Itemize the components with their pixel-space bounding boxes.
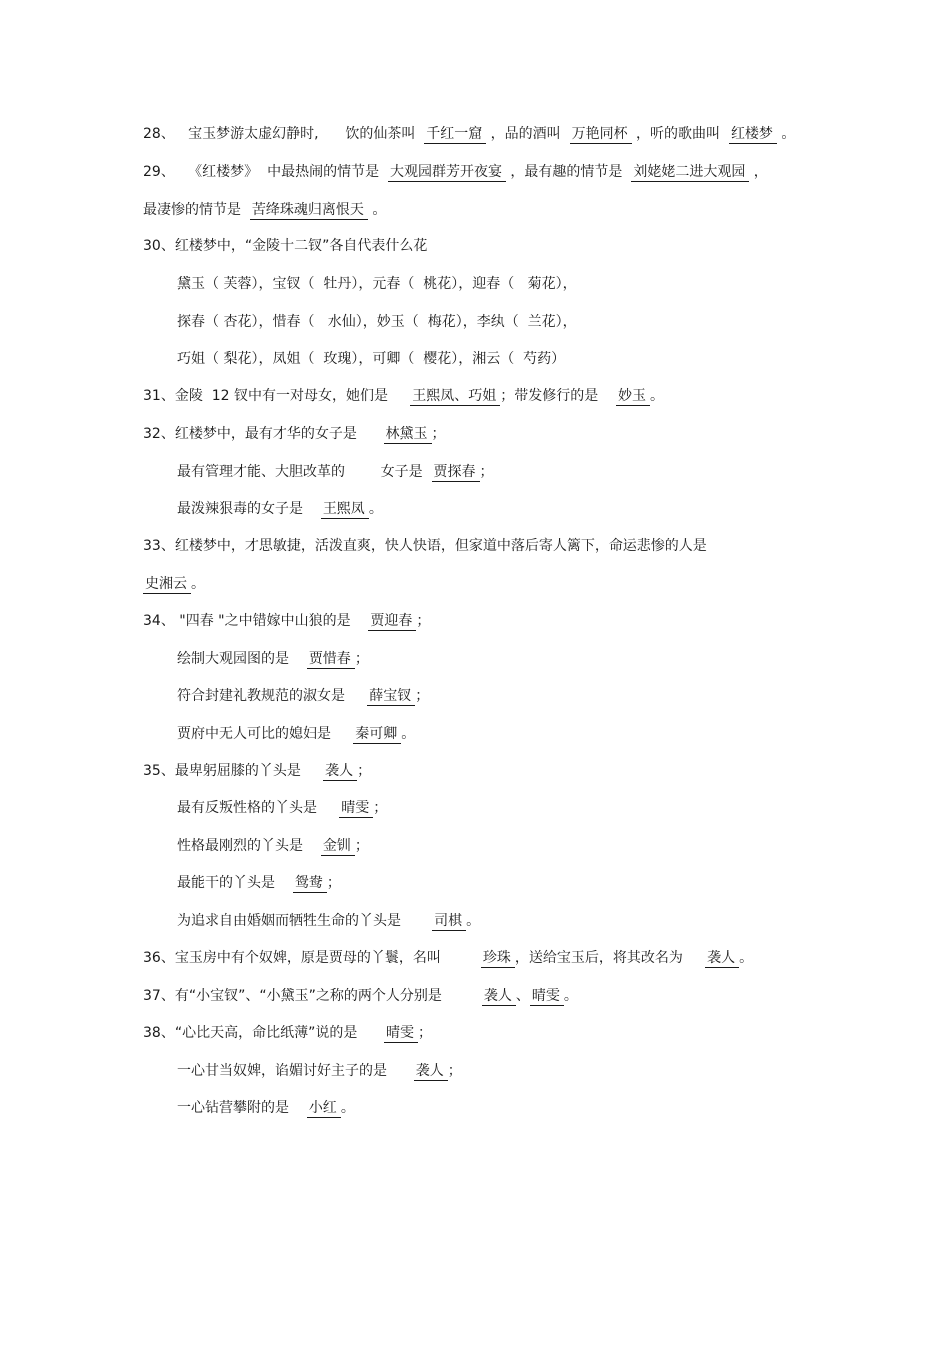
text-line-23 [143, 948, 753, 968]
answer-blank: 小红 [307, 1099, 341, 1118]
text-line-24 [143, 986, 578, 1006]
answer-blank: 贾迎春 [368, 612, 416, 631]
text-line-25 [143, 1023, 432, 1043]
question-text: ；带发修行的是 [500, 388, 617, 404]
question-text: 。 [466, 913, 481, 929]
question-text: 贾府中无人可比的媳妇是 [177, 726, 354, 742]
text-line-22 [177, 911, 480, 931]
question-text: ； [326, 875, 341, 891]
text-line-10 [177, 462, 494, 482]
text-line-5 [177, 274, 577, 294]
answer-blank: 妙玉 [616, 387, 650, 406]
question-text: 。 [401, 726, 416, 742]
question-text: 32、红楼梦中，最有才华的女子是 [143, 426, 384, 442]
question-text: 符合封建礼教规范的淑女是 [177, 688, 368, 704]
question-text: 性格最刚烈的丫头是 [177, 838, 321, 854]
text-line-17 [177, 724, 415, 744]
text-line-27 [177, 1098, 355, 1118]
question-text: 绘制大观园图的是 [177, 651, 307, 667]
question-text: 33、红楼梦中，才思敏捷，活泼直爽，快人快语，但家道中落后寄人篱下，命运悲惨的人是 [143, 538, 707, 554]
answer-blank: 晴雯 [530, 987, 564, 1006]
text-line-7 [177, 349, 565, 369]
question-text: 一心钻营攀附的是 [177, 1100, 307, 1116]
question-text: 38、“心比天高，命比纸薄”说的是 [143, 1025, 385, 1041]
question-text: 。 [340, 1100, 355, 1116]
question-text: 36、宝玉房中有个奴婢，原是贾母的丫鬟，名叫 [143, 950, 481, 966]
question-text: 。 [776, 126, 796, 142]
question-text: 为追求自由婚姻而牺牲生命的丫头是 [177, 913, 433, 929]
question-text: 37、有“小宝钗”、“小黛玉”之称的两个人分别是 [143, 988, 482, 1004]
answer-blank: 王熙凤、巧姐 [410, 387, 500, 406]
question-text: 巧姐（ 梨花），凤姐（ 玫瑰），可卿（ 樱花），湘云（ 芍药） [177, 351, 566, 367]
text-line-13 [143, 574, 205, 594]
text-line-11 [177, 499, 383, 519]
text-line-9 [143, 424, 446, 444]
answer-blank: 红楼梦 [729, 125, 777, 144]
question-text: 28、 宝玉梦游太虚幻静时, 饮的仙茶叫 [143, 126, 425, 142]
text-line-26 [177, 1061, 462, 1081]
question-text: 最有反叛性格的丫头是 [177, 800, 340, 816]
question-text: ； [418, 1025, 433, 1041]
text-line-1 [143, 124, 795, 144]
answer-blank: 晴雯 [339, 799, 373, 818]
text-line-2 [143, 162, 768, 182]
question-text: 最有管理才能、大胆改革的 女子是 [177, 464, 432, 480]
question-text: ； [354, 651, 369, 667]
text-line-3 [143, 200, 386, 220]
answer-blank: 袭人 [482, 987, 516, 1006]
answer-blank: 史湘云 [143, 575, 191, 594]
answer-blank: 袭人 [705, 949, 739, 968]
question-text: 29、 《红楼梦》 中最热闹的情节是 [143, 164, 388, 180]
question-text: ； [357, 763, 372, 779]
question-text: 。 [368, 501, 383, 517]
text-line-8 [143, 386, 664, 406]
answer-blank: 金钏 [321, 837, 355, 856]
answer-blank: 秦可卿 [353, 725, 401, 744]
answer-blank: 贾探春 [432, 463, 480, 482]
question-text: ，听的歌曲叫 [631, 126, 729, 142]
question-text: 。 [650, 388, 665, 404]
text-line-19 [177, 798, 387, 818]
question-text: ，最有趣的情节是 [505, 164, 632, 180]
question-text: ； [354, 838, 369, 854]
question-text: ； [431, 426, 446, 442]
question-text: ， [749, 164, 768, 180]
answer-blank: 贾惜春 [307, 650, 355, 669]
answer-blank: 千红一窟 [424, 125, 486, 144]
text-line-20 [177, 836, 369, 856]
question-text: 最能干的丫头是 [177, 875, 293, 891]
answer-blank: 珍珠 [481, 949, 515, 968]
answer-blank: 薛宝钗 [367, 687, 415, 706]
question-text: 35、最卑躬屈膝的丫头是 [143, 763, 324, 779]
text-line-12 [143, 536, 707, 556]
question-text: 。 [367, 202, 387, 218]
answer-blank: 苦绛珠魂归离恨天 [250, 201, 368, 220]
answer-blank: 鸳鸯 [293, 874, 327, 893]
question-text: 探春（ 杏花），惜春（ 水仙），妙玉（ 梅花），李纨（ 兰花）， [177, 314, 577, 330]
question-text: 34、 "四春 "之中错嫁中山狼的是 [143, 613, 369, 629]
answer-blank: 万艳同杯 [570, 125, 632, 144]
text-line-18 [143, 761, 371, 781]
question-text: 。 [563, 988, 578, 1004]
question-text: 30、红楼梦中，“金陵十二钗”各自代表什么花 [143, 238, 428, 254]
question-text: ，品的酒叫 [486, 126, 570, 142]
answer-blank: 袭人 [323, 762, 357, 781]
question-text: ； [479, 464, 494, 480]
answer-blank: 袭人 [414, 1062, 448, 1081]
answer-blank: 王熙凤 [321, 500, 369, 519]
answer-blank: 林黛玉 [384, 425, 432, 444]
question-text: 。 [739, 950, 754, 966]
question-text: 最凄惨的情节是 [143, 202, 250, 218]
text-line-14 [143, 611, 430, 631]
text-line-6 [177, 312, 577, 332]
question-text: 最泼辣狠毒的女子是 [177, 501, 321, 517]
question-text: ； [373, 800, 388, 816]
question-text: ； [447, 1063, 462, 1079]
question-text: ； [416, 613, 431, 629]
question-text: ，送给宝玉后，将其改名为 [514, 950, 706, 966]
question-text: 、 [515, 988, 530, 1004]
question-text: 31、金陵 12 钗中有一对母女，她们是 [143, 388, 411, 404]
answer-blank: 司棋 [432, 912, 466, 931]
question-text: 一心甘当奴婢，谄媚讨好主子的是 [177, 1063, 414, 1079]
answer-blank: 刘姥姥二进大观园 [631, 163, 749, 182]
question-text: ； [415, 688, 430, 704]
question-text: 黛玉（ 芙蓉），宝钗（ 牡丹），元春（ 桃花），迎春（ 菊花）， [177, 276, 577, 292]
question-text: 。 [191, 576, 205, 592]
text-line-16 [177, 686, 429, 706]
answer-blank: 晴雯 [384, 1024, 418, 1043]
text-line-15 [177, 649, 369, 669]
answer-blank: 大观园群芳开夜宴 [388, 163, 506, 182]
text-line-4 [143, 236, 427, 256]
text-line-21 [177, 873, 341, 893]
